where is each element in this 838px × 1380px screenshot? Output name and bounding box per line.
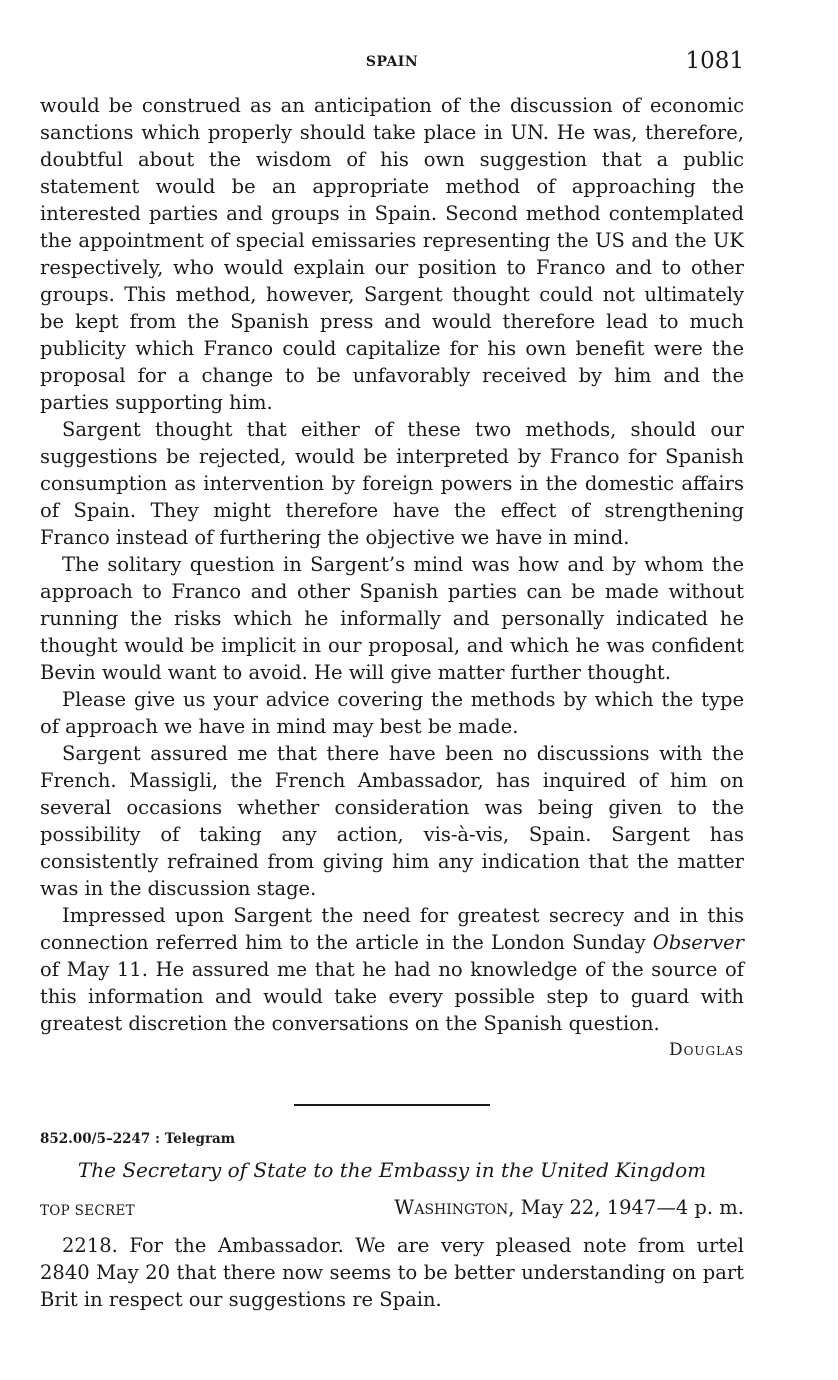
classification-label: TOP SECRET xyxy=(40,1203,135,1219)
dateline-place: Washington xyxy=(394,1196,509,1219)
paragraph: Sargent assured me that there have been no discussions with the French. Massigli, the French Ambassador, has inquired of him on several occasions whether consideration was being given to the possibility of taking any action, vis-à-vis, Spain. Sargent has consistently refrained from giving him any indication that the matter was in the discussion stage. xyxy=(40,742,744,900)
document-title: The Secretary of State to the Embassy in the United Kingdom xyxy=(77,1158,707,1182)
paragraph-text-part: Impressed upon Sargent the need for greatest secrecy and in this connection referred him to the article in the London Sunday xyxy=(40,904,744,954)
document-page xyxy=(40,48,744,1313)
paragraph-observer xyxy=(40,902,744,1037)
signature: Douglas xyxy=(668,1040,744,1060)
paragraph: Sargent thought that either of these two methods, should our suggestions be rejected, would be interpreted by Franco for Spanish consumption as intervention by foreign powers in the domestic affairs of Spain. They might therefore have the effect of strengthening Franco instead of furthering the objective we have in mind. xyxy=(40,418,744,549)
file-reference: 852.00/5–2247 : Telegram xyxy=(40,1131,236,1147)
running-title: SPAIN xyxy=(365,54,419,70)
paragraph: The solitary question in Sargent’s mind was how and by whom the approach to Franco and other Spanish parties can be made without running the risks which he informally and personally indicated he thought would be implicit in our proposal, and which he was confident Bevin would want to avoid. He will give matter further thought. xyxy=(40,553,744,684)
page-number: 1081 xyxy=(685,48,744,74)
paragraph-continuation: would be construed as an anticipation of the discussion of economic sanctions which properly should take place in UN. He was, therefore, doubtful about the wisdom of his own suggestion that a public statement would be an appropriate method of approaching the interested parties and groups in Spain. Second method contemplated the appointment of special emissaries representing the US and the UK respectively, who would explain our position to Franco and to other groups. This method, however, Sargent thought could not ultimately be kept from the Spanish press and would therefore lead to much publicity which Franco could capitalize for his own benefit were the proposal for a change to be unfavorably received by him and the parties supporting him. xyxy=(40,94,744,414)
running-header xyxy=(40,48,744,82)
dateline xyxy=(394,1196,744,1219)
section-divider xyxy=(294,1104,490,1106)
paragraph: Please give us your advice covering the methods by which the type of approach we have in mind may best be made. xyxy=(40,688,744,738)
dateline-date: , May 22, 1947—4 p. m. xyxy=(508,1196,744,1219)
classification-dateline-row xyxy=(40,1196,744,1224)
newspaper-title: Observer xyxy=(652,931,744,954)
paragraph-text-part: of May 11. He assured me that he had no knowledge of the source of this information and would take every possible step to guard with greatest discretion the conversations on the Spanish question. xyxy=(40,958,744,1035)
telegram-paragraph: 2218. For the Ambassador. We are very pleased note from urtel 2840 May 20 that there now seems to be better understanding on part Brit in respect our suggestions re Spain. xyxy=(40,1234,744,1311)
